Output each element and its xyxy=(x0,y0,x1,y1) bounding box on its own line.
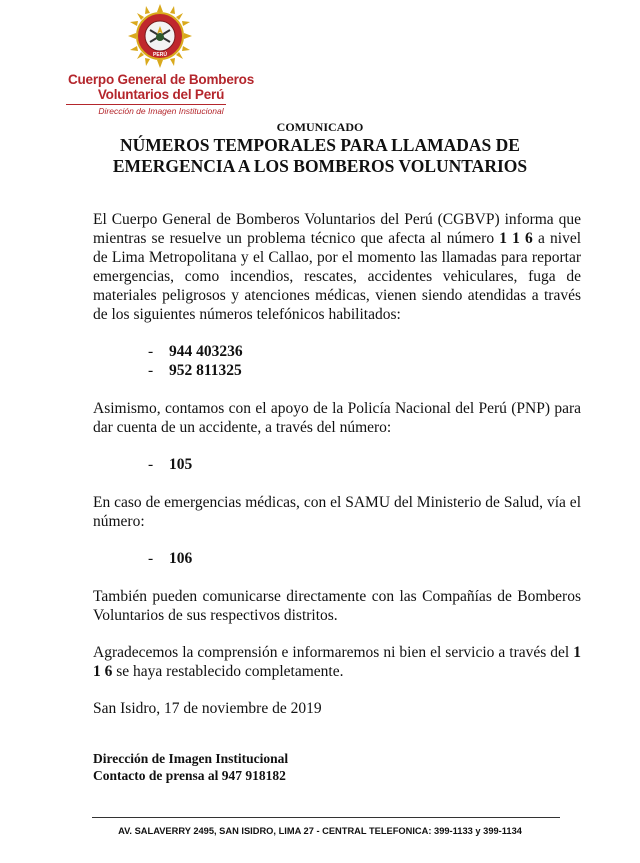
list-dash: - xyxy=(148,343,154,360)
paragraph-thanks xyxy=(93,643,581,681)
footer-divider xyxy=(92,817,560,818)
list-dash: - xyxy=(148,456,154,473)
list-item xyxy=(93,361,581,380)
svg-text:PERÚ: PERÚ xyxy=(153,52,167,58)
list-item xyxy=(93,549,581,568)
org-name-line2: Voluntarios del Perú xyxy=(97,87,225,102)
emergency-number-116: 1 1 6 xyxy=(499,230,533,247)
document-kicker: COMUNICADO xyxy=(276,120,364,134)
emergency-number-116: 1 1 6 xyxy=(93,644,581,680)
police-number: 105 xyxy=(169,456,193,473)
letterhead-divider xyxy=(66,104,226,105)
document-headline: NÚMEROS TEMPORALES PARA LLAMADAS DE EMERGENCIA A LOS BOMBEROS VOLUNTARIOS xyxy=(112,135,528,176)
paragraph-thanks-text-a: Agradecemos la comprensión e informaremos ni bien el servicio a través del xyxy=(93,644,574,661)
phone-number: 944 403236 xyxy=(169,343,243,360)
paragraph-thanks-text-b: se haya restablecido completamente. xyxy=(112,663,344,680)
paragraph-police: Asimismo, contamos con el apoyo de la Policía Nacional del Perú (PNP) para dar cuenta de un accidente, a través del número: xyxy=(93,400,581,436)
org-name-line1: Cuerpo General de Bomberos xyxy=(67,72,255,87)
press-contact: Contacto de prensa al 947 918182 xyxy=(93,768,286,783)
list-dash: - xyxy=(148,362,154,379)
signature-department: Dirección de Imagen Institucional xyxy=(93,751,289,766)
list-dash: - xyxy=(148,550,154,567)
paragraph-intro xyxy=(93,210,581,324)
footer-address: AV. SALAVERRY 2495, SAN ISIDRO, LIMA 27 - CENTRAL TELEFONICA: 399-1133 y 399-1134 xyxy=(118,826,522,836)
paragraph-samu: En caso de emergencias médicas, con el SAMU del Ministerio de Salud, vía el número: xyxy=(93,494,581,530)
list-item xyxy=(93,342,581,361)
paragraph-intro-text-b: a nivel de Lima Metropolitana y el Callao, por el momento las llamadas para reportar emergencias, como incendios, rescates, accidentes vehiculares, fuga de materiales peligrosos y atenciones médicas, vienen siendo atendidas a través de los siguientes números telefónicos habilitados: xyxy=(93,230,582,323)
samu-number: 106 xyxy=(169,550,193,567)
signature-block xyxy=(93,750,288,784)
place-and-date: San Isidro, 17 de noviembre de 2019 xyxy=(93,700,322,717)
fire-department-seal-logo xyxy=(128,4,192,70)
phone-list xyxy=(93,342,581,380)
police-number-list xyxy=(93,455,581,474)
phone-number: 952 811325 xyxy=(169,362,242,379)
org-department: Dirección de Imagen Institucional xyxy=(98,106,224,116)
document-body xyxy=(93,210,581,718)
samu-number-list xyxy=(93,549,581,568)
paragraph-intro-text-a: El Cuerpo General de Bomberos Voluntarios del Perú (CGBVP) informa que mientras se resuelve un problema técnico que afecta al número xyxy=(93,211,581,247)
paragraph-companies: También pueden comunicarse directamente con las Compañías de Bomberos Voluntarios de sus respectivos distritos. xyxy=(93,588,581,624)
list-item xyxy=(93,455,581,474)
